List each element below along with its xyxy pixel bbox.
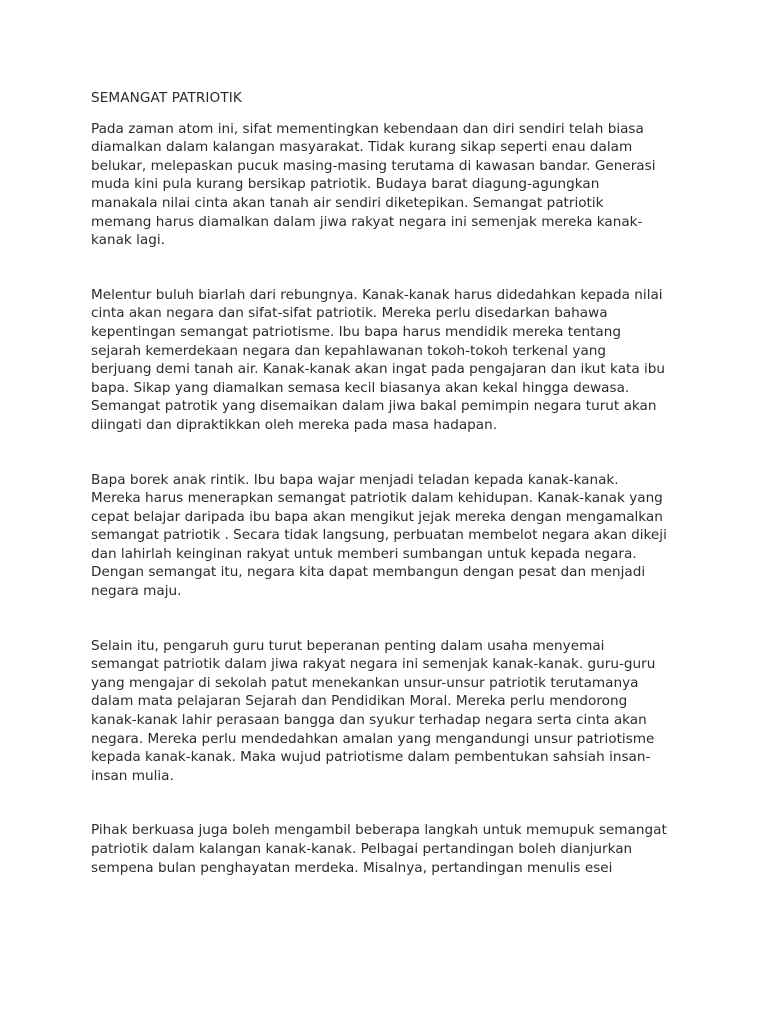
paragraph-5: Pihak berkuasa juga boleh mengambil beberapa langkah untuk memupuk semangat patriotik dalam kalangan kanak-kanak. Pelbagai pertandingan boleh dianjurkan sempena bulan penghayatan merdeka. Misalnya, pertandingan menulis esei [91, 822, 667, 876]
paragraph-1: Pada zaman atom ini, sifat mementingkan kebendaan dan diri sendiri telah biasa diamalkan dalam kalangan masyarakat. Tidak kurang sikap seperti enau dalam belukar, melepaskan pucuk masing-masing terutama di kawasan bandar. Generasi muda kini pula kurang bersikap patriotik. Budaya barat diagung-agungkan manakala nilai cinta akan tanah air sendiri diketepikan. Semangat patriotik memang harus diamalkan dalam jiwa rakyat negara ini semenjak mereka kanak- kanak lagi. [91, 120, 656, 249]
paragraph-4: Selain itu, pengaruh guru turut beperanan penting dalam usaha menyemai semangat patriotik dalam jiwa rakyat negara ini semenjak kanak-kanak. guru-guru yang mengajar di sekolah patut menekankan unsur-unsur patriotik terutamanya dalam mata pelajaran Sejarah dan Pendidikan Moral. Mereka perlu mendorong kanak-kanak lahir perasaan bangga dan syukur terhadap negara serta cinta akan negara. Mereka perlu mendedahkan amalan yang mengandungi unsur patriotisme kepada kanak-kanak. Maka wujud patriotisme dalam pembentukan sahsiah insan- insan mulia. [91, 637, 656, 784]
document-body [91, 89, 691, 877]
paragraph-3: Bapa borek anak rintik. Ibu bapa wajar menjadi teladan kepada kanak-kanak. Mereka harus menerapkan semangat patriotik dalam kehidupan. Kanak-kanak yang cepat belajar daripada ibu bapa akan mengikut jejak mereka dengan mengamalkan semangat patriotik . Secara tidak langsung, perbuatan membelot negara akan dikeji dan lahirlah keinginan rakyat untuk memberi sumbangan untuk kepada negara. Dengan semangat itu, negara kita dapat membangun dengan pesat dan menjadi negara maju. [91, 471, 667, 600]
paragraph-2: Melentur buluh biarlah dari rebungnya. Kanak-kanak harus didedahkan kepada nilai cinta akan negara dan sifat-sifat patriotik. Mereka perlu disedarkan bahawa kepentingan semangat patriotisme. Ibu bapa harus mendidik mereka tentang sejarah kemerdekaan negara dan kepahlawanan tokoh-tokoh terkenal yang berjuang demi tanah air. Kanak-kanak akan ingat pada pengajaran dan ikut kata ibu bapa. Sikap yang diamalkan semasa kecil biasanya akan kekal hingga dewasa. Semangat patrotik yang disemaikan dalam jiwa bakal pemimpin negara turut akan diingati dan dipraktikkan oleh mereka pada masa hadapan. [91, 286, 666, 433]
document-title: SEMANGAT PATRIOTIK [91, 90, 242, 106]
